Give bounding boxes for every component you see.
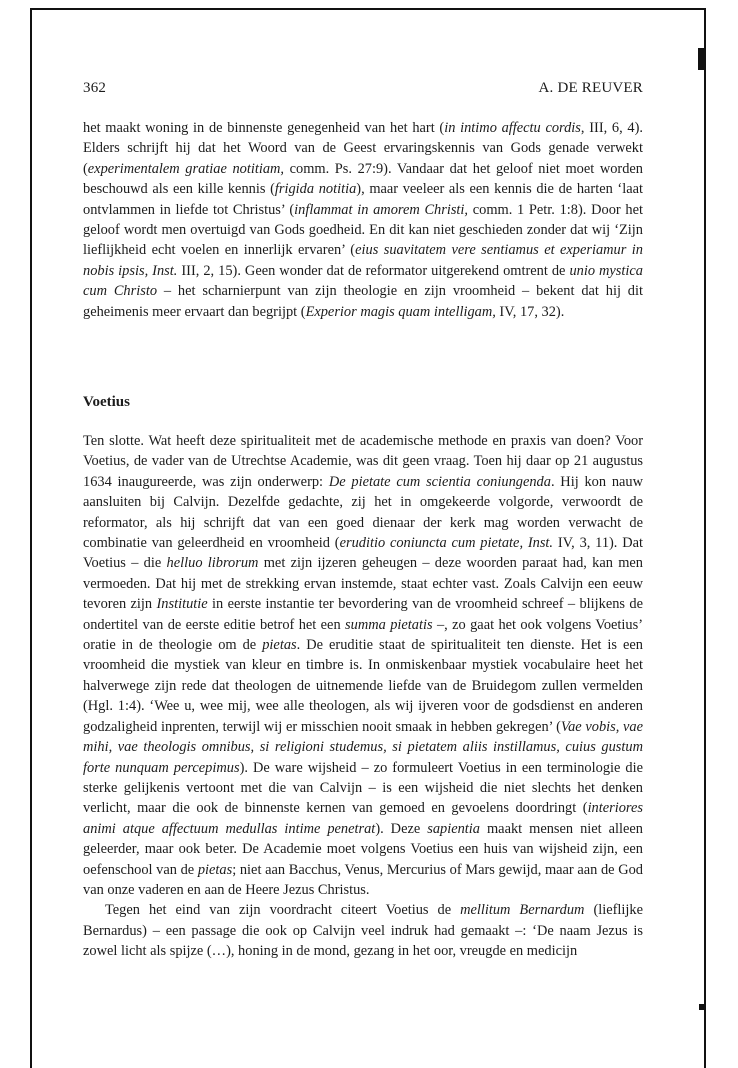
text-run: het maakt woning in de binnenste genegenheid van het hart ( [83,120,445,136]
italic-run: Vae vobis, vae mihi, vae theologis omnibus, si religioni studemus, si pietatem aliis instillamus, cuius gustum forte nunquam percepimus [83,718,643,776]
text-run: – het scharnierpunt van zijn theologie en zijn vroomheid – bekent dat hij dit geheimenis meer ervaart dan begrijpt ( [83,283,643,320]
paragraph [83,431,643,900]
text-run: comm. Ps. 27:9). Vandaar dat het geloof niet moet worden beschouwd als een kille kennis ( [83,160,643,198]
text-run: comm. 1 Petr. 1:8). Door het geloof wordt men overtuigd van Gods goedheid. En dit kan niet geschieden zonder dat wij ‘Zijn lieflijkheid echt voelen en innerlijk ervaren’ ( [83,201,643,259]
italic-run: summa pietatis [345,616,433,633]
italic-run: inflammat in amorem Christi, [294,201,469,218]
italic-run: experimentalem gratiae notitiam, [87,160,285,177]
text-run: in eerste instantie ter bevordering van de vroomheid schreef – blijkens de ondertitel van de eerste editie betrof het een [83,596,643,633]
text-run: III, 2, 15). Geen wonder dat de reformator uitgerekend omtrent de [177,262,570,279]
section-heading: Voetius [83,394,130,410]
text-run: maakt mensen niet alleen geleerder, maar ook beter. De Academie moet volgens Voetius een huis van wijsheid zijn, een oefenschool van de [83,820,643,878]
text-run: IV, 17, 32). [495,303,565,320]
italic-run: mellitum Bernardum [460,902,585,919]
text-run: met zijn ijzeren geheugen – deze woorden paraat had, kan men vermoeden. Dat hij met de strekking ervan instemde, staat echter vast. Zoals Calvijn een eeuw tevoren zijn [83,555,644,613]
scan-border-notch [698,48,704,70]
scan-border-right [704,8,706,1068]
italic-run: pietas [262,637,297,654]
text-run: (lieflijke Bernardus) – een passage die ook op Calvijn veel indruk had gemaakt –: ‘De naam Jezus is zowel licht als spijze (…), honing in de mond, gezang in het oor, vreugde en medicijn [83,902,643,960]
italic-run: interiores animi atque affectuum medullas intime penetrat [83,800,643,837]
running-header [83,80,643,97]
scan-border-notch-bottom [699,1004,704,1010]
italic-run: frigida notitia [274,181,357,198]
italic-run: eius suavitatem vere sentiamus et experiamur in nobis ipsis, Inst. [83,242,643,279]
page-number: 362 [83,80,107,96]
italic-run: in intimo affectu cordis [444,120,581,136]
text-run: ). De ware wijsheid – zo formuleert Voetius in een terminologie die sterke gelijkenis vertoont met die van Calvijn – is een wijsheid die niet slechts het denken verlicht, maar die ook de binnenste kernen van gemoed en gevoelens doordringt ( [83,759,643,817]
text-run: . De eruditie staat de spiritualiteit ten dienste. Het is een vroomheid die mystiek van kleur en timbre is. In onmiskenbaar mystiek vocabulaire heet het halverwege zijn rede dat theologen de uitnemende liefde van de Bruidegom zullen vermelden (Hgl. 1:4). ‘Wee u, wee mij, wee alle theologen, als wij ijveren voor de godsdienst en anderen godzaligheid inprenten, terwijl wij er misschien nooit smaak in hebben gekregen’ ( [83,637,643,735]
text-run: . Hij kon nauw aansluiten bij Calvijn. Dezelfde gedachte, zij het in omgekeerde volgorde, verwoordt de reformator, als hij schrijft dat van een goed dienaar der kerk mag worden verwacht de combinatie van geleerdheid en vroomheid ( [83,473,643,552]
italic-run: unio mystica cum Christo [83,262,643,300]
paragraph [83,118,643,322]
italic-run: helluo librorum [166,555,259,572]
italic-run: Experior magis quam intelligam, [305,303,496,320]
body-text-voetius [83,431,643,962]
text-run: IV, 3, 11). Dat Voetius – die [83,535,643,572]
italic-run: eruditio coniuncta cum pietate, Inst. [339,535,554,552]
italic-run: sapientia [427,820,480,837]
text-run: Ten slotte. Wat heeft deze spiritualiteit met de academische methode en praxis van doen? Voor Voetius, de vader van de Utrechtse Academie, was dit geen vraag. Toen hij daar op 21 augustus 1634 inaugureerde, was zijn onderwerp: [83,433,643,490]
paragraph [83,900,643,961]
scan-border-left [30,8,32,1068]
scan-border-top [30,8,706,10]
text-run: , III, 6, 4). Elders schrijft hij dat het Woord van de Geest ervaringskennis van Gods genade verwekt ( [83,120,644,177]
text-run: Tegen het eind van zijn voordracht citeert Voetius de [105,902,461,919]
text-run: ; niet aan Bacchus, Venus, Mercurius of Mars gewijd, maar aan de God van onze vaderen en aan de Heere Jezus Christus. [83,861,643,898]
italic-run: De pietate cum scientia coniungenda [328,473,551,490]
italic-run: Institutie [156,596,208,613]
italic-run: pietas [197,861,233,878]
running-head: A. DE REUVER [538,80,643,96]
body-text-top [83,118,643,322]
text-run: ). Deze [375,820,428,837]
text-run: ), maar veeleer als een kennis die de harten ‘laat ontvlammen in liefde tot Christus’ ( [83,181,643,218]
text-run: –, zo gaat het ook volgens Voetius’ oratie in de theologie om de [83,616,644,654]
